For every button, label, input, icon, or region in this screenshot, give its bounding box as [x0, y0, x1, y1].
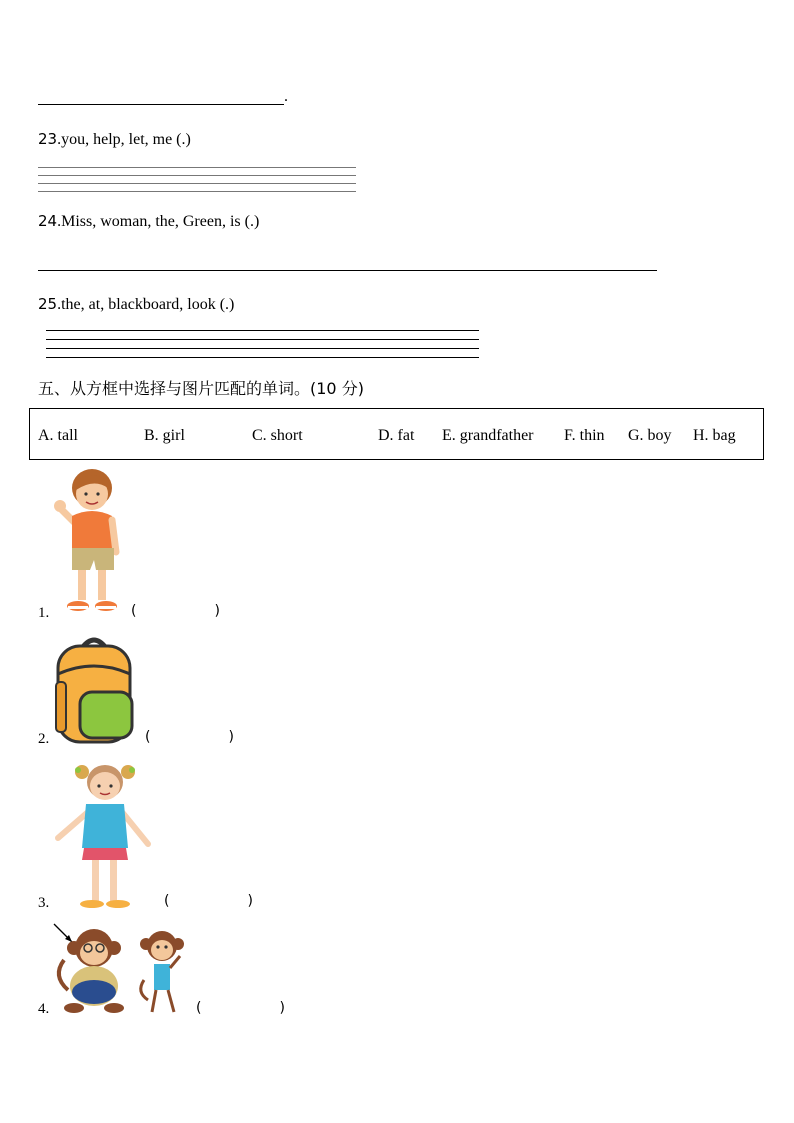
question-number: 23	[38, 130, 58, 148]
question-text: .you, help, let, me (.)	[57, 131, 191, 148]
answer-parens-2[interactable]: ( )	[145, 729, 234, 745]
question-24	[38, 212, 259, 231]
item-2-number: 2.	[38, 731, 50, 747]
option-e: E. grandfather	[442, 427, 534, 444]
option-a: A. tall	[38, 427, 78, 444]
boy-icon	[50, 466, 122, 618]
backpack-icon	[52, 634, 136, 746]
answer-parens-1[interactable]: ( )	[131, 603, 220, 619]
girl-icon	[52, 758, 154, 910]
item-4-number: 4.	[38, 1001, 50, 1017]
option-g: G. boy	[628, 427, 672, 444]
item-3-number: 3.	[38, 895, 50, 911]
question-number: 24	[38, 212, 58, 230]
option-d: D. fat	[378, 427, 415, 444]
monkeys-icon	[52, 920, 192, 1020]
answer-line-q24[interactable]	[38, 270, 657, 271]
option-f: F. thin	[564, 427, 605, 444]
item-1-number: 1.	[38, 605, 50, 621]
section-title: 五、从方框中选择与图片匹配的单词。(10 分)	[38, 379, 364, 398]
option-h: H. bag	[693, 427, 736, 444]
question-text: .Miss, woman, the, Green, is (.)	[57, 213, 260, 230]
answer-parens-3[interactable]: ( )	[164, 893, 253, 909]
option-b: B. girl	[144, 427, 185, 444]
question-23	[38, 130, 191, 149]
q22-period: .	[284, 88, 288, 105]
question-number: 25	[38, 295, 58, 313]
question-25	[38, 295, 234, 314]
answer-line-q22[interactable]	[38, 104, 284, 105]
question-text: .the, at, blackboard, look (.)	[57, 296, 235, 313]
answer-parens-4[interactable]: ( )	[196, 1000, 285, 1016]
word-options-box	[29, 408, 764, 460]
option-c: C. short	[252, 427, 303, 444]
